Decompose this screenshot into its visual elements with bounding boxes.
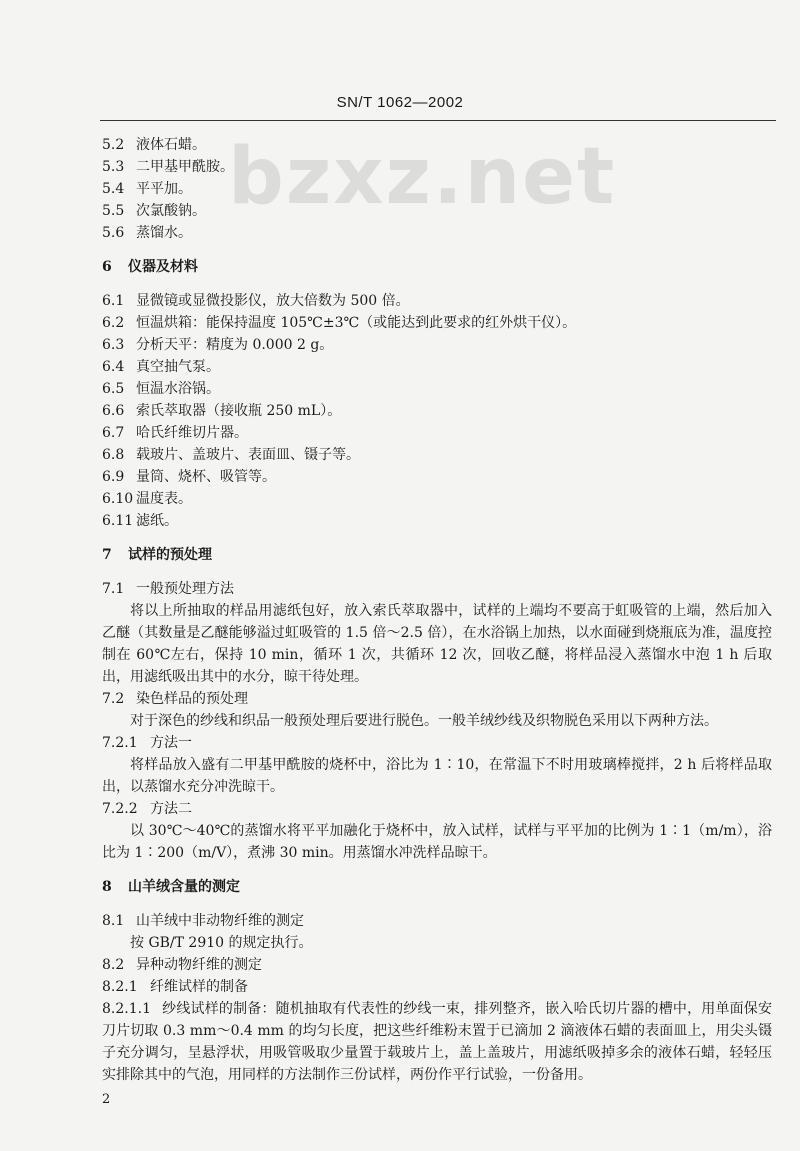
section-title: 试样的预处理 <box>128 547 212 563</box>
clause-title: 方法二 <box>150 801 192 817</box>
section-7-heading <box>102 544 772 566</box>
clause-title: 异种动物纤维的测定 <box>136 957 262 973</box>
clause-number: 8.2 <box>102 957 125 973</box>
list-item <box>102 134 772 156</box>
section-number: 6 <box>102 259 112 275</box>
clause-text: 哈氏纤维切片器。 <box>136 425 248 441</box>
clause-title: 一般预处理方法 <box>136 581 234 597</box>
clause-number: 6.1 <box>102 293 125 309</box>
list-item <box>102 312 772 334</box>
list-item <box>102 156 772 178</box>
standard-header: SN/T 1062—2002 <box>336 94 464 111</box>
paragraph-8-1: 按 GB/T 2910 的规定执行。 <box>130 935 313 951</box>
clause-text: 真空抽气泵。 <box>136 359 220 375</box>
clause-title: 纤维试样的制备 <box>150 979 248 995</box>
section-5-list <box>102 134 772 244</box>
section-number: 7 <box>102 547 112 563</box>
paragraph-8-2-1-1 <box>102 998 772 1086</box>
subsection-8-2 <box>102 954 772 976</box>
list-item <box>102 488 772 510</box>
list-item <box>102 178 772 200</box>
clause-title: 方法一 <box>150 735 192 751</box>
section-title: 山羊绒含量的测定 <box>128 879 240 895</box>
clause-number: 8.1 <box>102 913 125 929</box>
clause-title: 山羊绒中非动物纤维的测定 <box>136 913 304 929</box>
clause-number: 8.2.1.1 <box>102 1001 151 1017</box>
clause-text: 次氯酸钠。 <box>136 203 206 219</box>
clause-number: 6.8 <box>102 447 125 463</box>
clause-number: 7.2.2 <box>102 801 138 817</box>
clause-number: 5.6 <box>102 225 125 241</box>
list-item <box>102 378 772 400</box>
subsection-8-2-1 <box>102 976 772 998</box>
clause-text: 载玻片、盖玻片、表面皿、镊子等。 <box>136 447 360 463</box>
list-item <box>102 290 772 312</box>
clause-title: 染色样品的预处理 <box>136 691 248 707</box>
section-6-list <box>102 290 772 532</box>
paragraph-7-2-2: 以 30℃～40℃的蒸馏水将平平加融化于烧杯中，放入试样，试样与平平加的比例为 1∶1（m/m），浴比为 1∶200（m/V），煮沸 30 min。用蒸馏水冲洗样品晾干。 <box>102 823 772 861</box>
list-item <box>102 200 772 222</box>
header-rule <box>100 120 776 121</box>
clause-number: 6.2 <box>102 315 125 331</box>
list-item <box>102 444 772 466</box>
page-number: 2 <box>102 1092 111 1107</box>
clause-text: 温度表。 <box>136 491 192 507</box>
document-body <box>102 128 772 1086</box>
clause-text: 滤纸。 <box>136 513 178 529</box>
clause-number: 8.2.1 <box>102 979 138 995</box>
clause-number: 5.2 <box>102 137 125 153</box>
clause-text: 恒温水浴锅。 <box>136 381 220 397</box>
subsection-8-1 <box>102 910 772 932</box>
subsection-7-1 <box>102 578 772 600</box>
watermark: bzxz.net <box>228 132 617 222</box>
clause-number: 6.5 <box>102 381 125 397</box>
clause-number: 7.2.1 <box>102 735 138 751</box>
clause-text: 分析天平：精度为 0.000 2 g。 <box>136 337 334 353</box>
list-item <box>102 422 772 444</box>
clause-number: 6.3 <box>102 337 125 353</box>
clause-text: 索氏萃取器（接收瓶 250 mL）。 <box>136 403 342 419</box>
clause-number: 6.4 <box>102 359 125 375</box>
subsection-7-2-1 <box>102 732 772 754</box>
clause-number: 5.4 <box>102 181 125 197</box>
paragraph-7-2: 对于深色的纱线和织品一般预处理后要进行脱色。一般羊绒纱线及织物脱色采用以下两种方法。 <box>130 713 718 729</box>
paragraph-7-1: 将以上所抽取的样品用滤纸包好，放入索氏萃取器中，试样的上端均不要高于虹吸管的上端，然后加入乙醚（其数量是乙醚能够溢过虹吸管的 1.5 倍～2.5 倍），在水浴锅上加热，以水面碰到烧瓶底为准，温度控制在 60℃左右，保持 10 min，循环 1 次，共循环 12 次，回收乙醚，将样品浸入蒸馏水中泡 1 h 后取出，用滤纸吸出其中的水分，晾干待处理。 <box>102 603 772 685</box>
list-item <box>102 510 772 532</box>
clause-text: 显微镜或显微投影仪，放大倍数为 500 倍。 <box>136 293 410 309</box>
list-item <box>102 356 772 378</box>
section-6-heading <box>102 256 772 278</box>
subsection-7-2-2 <box>102 798 772 820</box>
clause-number: 7.1 <box>102 581 125 597</box>
section-8-heading <box>102 876 772 898</box>
subsection-7-2 <box>102 688 772 710</box>
clause-number: 6.6 <box>102 403 125 419</box>
clause-text: 纱线试样的制备：随机抽取有代表性的纱线一束，排列整齐，嵌入哈氏切片器的槽中，用单面保安刀片切取 0.3 mm～0.4 mm 的均匀长度，把这些纤维粉末置于已滴加 2 滴液体石蜡的表面皿上，用尖头镊子充分调匀，呈悬浮状，用吸管吸取少量置于载玻片上，盖上盖玻片，用滤纸吸掉多余的液体石蜡，轻轻压实排除其中的气泡，用同样的方法制作三份试样，两份作平行试验，一份备用。 <box>102 1001 772 1083</box>
list-item <box>102 466 772 488</box>
clause-number: 5.5 <box>102 203 125 219</box>
paragraph-7-2-1: 将样品放入盛有二甲基甲酰胺的烧杯中，浴比为 1∶10，在常温下不时用玻璃棒搅拌，2 h 后将样品取出，以蒸馏水充分冲洗晾干。 <box>102 757 772 795</box>
clause-text: 恒温烘箱：能保持温度 105℃±3℃（或能达到此要求的红外烘干仪）。 <box>136 315 577 331</box>
section-number: 8 <box>102 879 112 895</box>
clause-text: 平平加。 <box>136 181 192 197</box>
list-item <box>102 400 772 422</box>
section-title: 仪器及材料 <box>128 259 198 275</box>
clause-number: 6.10 <box>102 491 134 507</box>
clause-number: 7.2 <box>102 691 125 707</box>
list-item <box>102 222 772 244</box>
clause-text: 量筒、烧杯、吸管等。 <box>136 469 276 485</box>
clause-number: 6.9 <box>102 469 125 485</box>
clause-number: 5.3 <box>102 159 125 175</box>
clause-text: 蒸馏水。 <box>136 225 192 241</box>
list-item <box>102 334 772 356</box>
clause-number: 6.7 <box>102 425 125 441</box>
clause-text: 二甲基甲酰胺。 <box>136 159 234 175</box>
clause-number: 6.11 <box>102 513 134 529</box>
clause-text: 液体石蜡。 <box>136 137 206 153</box>
